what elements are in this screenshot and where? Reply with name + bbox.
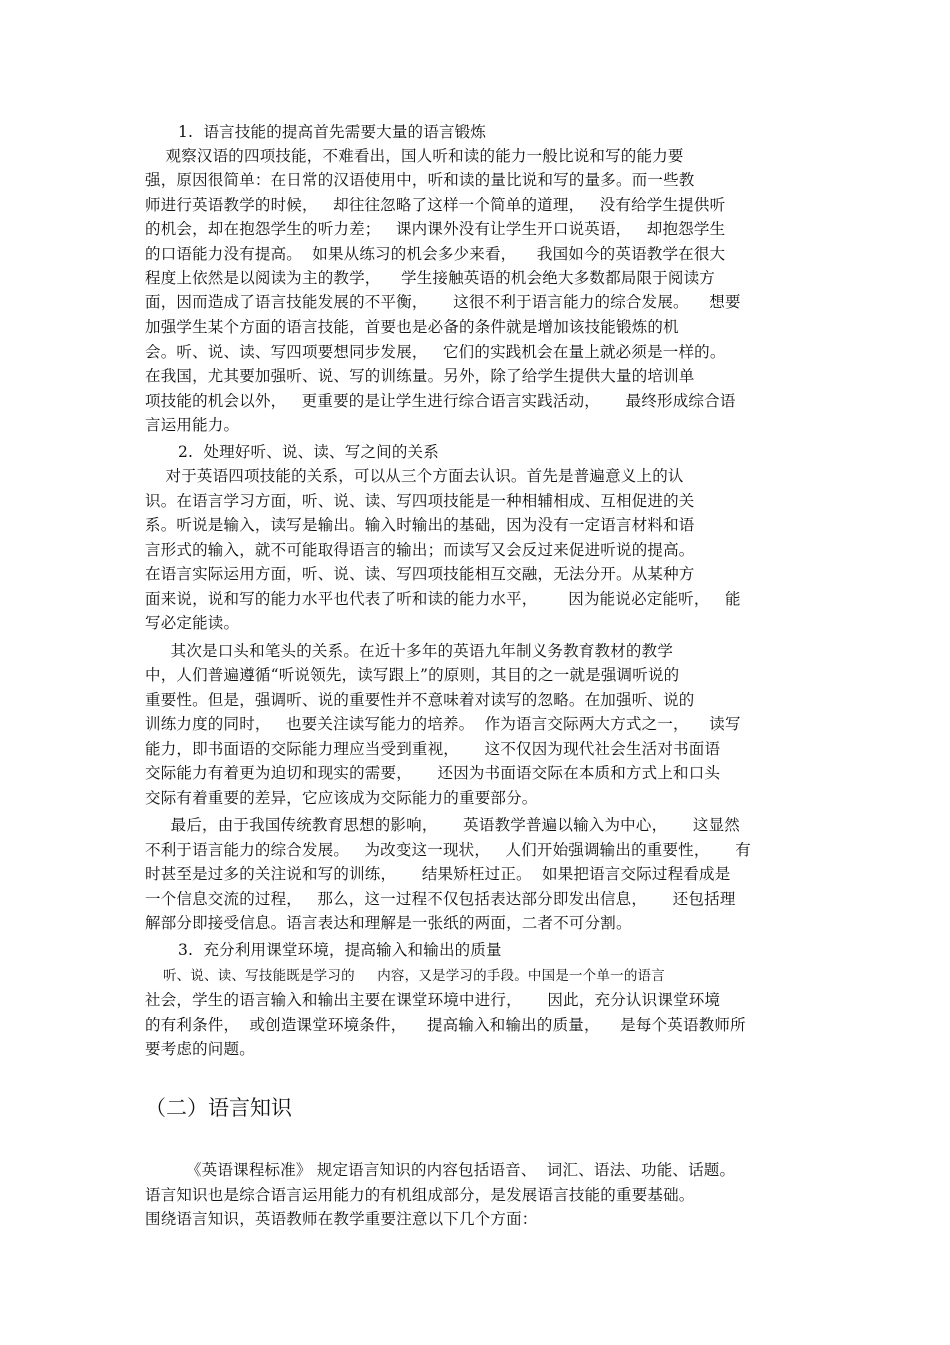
paragraph-line: 训练力度的同时， 也要关注读写能力的培养。 作为语言交际两大方式之一， 读写 xyxy=(145,715,741,733)
paragraph-line: 交际有着重要的差异，它应该成为交际能力的重要部分。 xyxy=(145,789,538,807)
paragraph-line: 的有利条件， 或创造课堂环境条件， 提高输入和输出的质量， 是每个英语教师所 xyxy=(145,1016,746,1034)
heading-skill-practice: 1. 语言技能的提高首先需要大量的语言锻炼 xyxy=(178,123,487,141)
paragraph-line: 写必定能读。 xyxy=(145,614,240,632)
paragraph-line: 言运用能力。 xyxy=(145,416,240,434)
paragraph-line: 项技能的机会以外， 更重要的是让学生进行综合语言实践活动， 最终形成综合语 xyxy=(145,392,736,410)
paragraph-line: 能力，即书面语的交际能力理应当受到重视， 这不仅因为现代社会生活对书面语 xyxy=(145,740,721,758)
paragraph-line: 强，原因很简单：在日常的汉语使用中，听和读的量比说和写的量多。而一些教 xyxy=(145,171,695,189)
paragraph-line: 会。听、说、读、写四项要想同步发展， 它们的实践机会在量上就必须是一样的。 xyxy=(145,343,726,361)
paragraph-line: 要考虑的问题。 xyxy=(145,1040,255,1058)
paragraph-line: 围绕语言知识，英语教师在教学重要注意以下几个方面： xyxy=(145,1210,538,1228)
paragraph-line: 一个信息交流的过程， 那么，这一过程不仅包括表达部分即发出信息， 还包括理 xyxy=(145,890,736,908)
paragraph-line: 在语言实际运用方面，听、说、读、写四项技能相互交融，无法分开。从某种方 xyxy=(145,565,695,583)
paragraph-line: 观察汉语的四项技能，不难看出，国人听和读的能力一般比说和写的能力要 xyxy=(145,147,684,165)
paragraph-line: 的机会，却在抱怨学生的听力差； 课内课外没有让学生开口说英语， 却抱怨学生 xyxy=(145,220,726,238)
paragraph-line: 加强学生某个方面的语言技能，首要也是必备的条件就是增加该技能锻炼的机 xyxy=(145,318,679,336)
paragraph-line: 程度上依然是以阅读为主的教学， 学生接触英语的机会绝大多数都局限于阅读方 xyxy=(145,269,716,287)
section-title-language-knowledge: （二）语言知识 xyxy=(145,1096,292,1120)
paragraph-line: 语言知识也是综合语言运用能力的有机组成部分，是发展语言技能的重要基础。 xyxy=(145,1186,695,1204)
paragraph-line: 系。听说是输入，读写是输出。输入时输出的基础，因为没有一定语言材料和语 xyxy=(145,516,695,534)
paragraph-line: 言形式的输入，就不可能取得语言的输出；而读写又会反过来促进听说的提高。 xyxy=(145,541,695,559)
paragraph-line: 听、说、读、写技能既是学习的 内容，又是学习的手段。中国是一个单一的语言 xyxy=(145,968,665,984)
paragraph-line: 面，因而造成了语言技能发展的不平衡， 这很不利于语言能力的综合发展。 想要 xyxy=(145,293,741,311)
paragraph-line: 《英语课程标准》 规定语言知识的内容包括语音、 词汇、语法、功能、话题。 xyxy=(145,1161,736,1179)
paragraph-line: 其次是口头和笔头的关系。在近十多年的英语九年制义务教育教材的教学 xyxy=(145,642,674,660)
paragraph-line: 交际能力有着更为迫切和现实的需要， 还因为书面语交际在本质和方式上和口头 xyxy=(145,764,721,782)
paragraph-line: 识。在语言学习方面，听、说、读、写四项技能是一种相辅相成、互相促进的关 xyxy=(145,492,695,510)
paragraph-line: 不利于语言能力的综合发展。 为改变这一现状， 人们开始强调输出的重要性， 有 xyxy=(145,841,751,859)
paragraph-line: 面来说，说和写的能力水平也代表了听和读的能力水平， 因为能说必定能听， 能 xyxy=(145,590,741,608)
paragraph-line: 中，人们普遍遵循“听说领先，读写跟上”的原则，其目的之一就是强调听说的 xyxy=(145,666,680,684)
paragraph-line: 对于英语四项技能的关系，可以从三个方面去认识。首先是普遍意义上的认 xyxy=(145,467,684,485)
paragraph-line: 时甚至是过多的关注说和写的训练， 结果矫枉过正。 如果把语言交际过程看成是 xyxy=(145,865,731,883)
heading-skill-relations: 2. 处理好听、说、读、写之间的关系 xyxy=(178,443,439,461)
paragraph-line: 解部分即接受信息。语言表达和理解是一张纸的两面，二者不可分割。 xyxy=(145,914,632,932)
paragraph-line: 在我国，尤其要加强听、说、写的训练量。另外，除了给学生提供大量的培训单 xyxy=(145,367,695,385)
paragraph-line: 的口语能力没有提高。 如果从练习的机会多少来看， 我国如今的英语教学在很大 xyxy=(145,245,726,263)
paragraph-line: 重要性。但是，强调听、说的重要性并不意味着对读写的忽略。在加强听、说的 xyxy=(145,691,695,709)
heading-classroom-environment: 3. 充分利用课堂环境，提高输入和输出的质量 xyxy=(178,941,502,959)
paragraph-line: 师进行英语教学的时候， 却往往忽略了这样一个简单的道理， 没有给学生提供听 xyxy=(145,196,726,214)
paragraph-line: 最后，由于我国传统教育思想的影响， 英语教学普遍以输入为中心， 这显然 xyxy=(145,816,741,834)
paragraph-line: 社会，学生的语言输入和输出主要在课堂环境中进行， 因此，充分认识课堂环境 xyxy=(145,991,721,1009)
